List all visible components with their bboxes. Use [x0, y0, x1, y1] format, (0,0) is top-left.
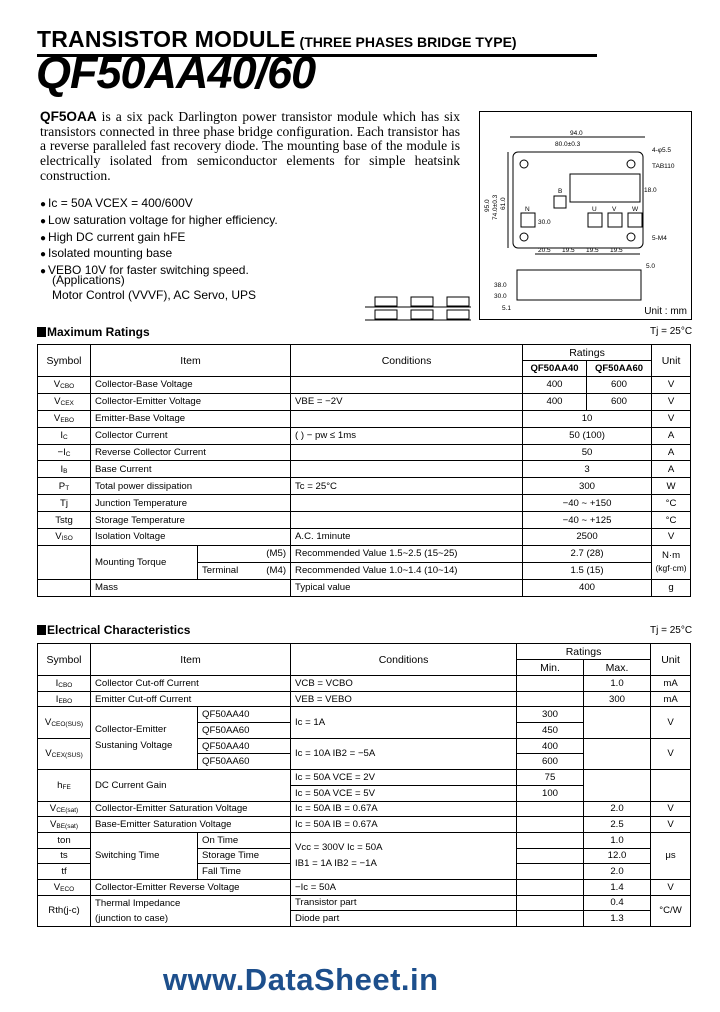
item-cell: Collector-Emitter Voltage: [91, 393, 291, 410]
rating-value: −40 ~ +150: [523, 495, 652, 512]
symbol-cell: [38, 691, 91, 707]
symbol-cell: [38, 707, 91, 738]
symbol-sub: EBO: [58, 697, 73, 705]
unit-cell: W: [652, 478, 691, 495]
terminal-v: [608, 213, 622, 227]
conditions-cell: Ic = 50A IB = 0.67A: [291, 801, 517, 817]
symbol: V: [49, 803, 57, 815]
conditions-cell: [291, 512, 523, 529]
rating-value: 50: [523, 444, 652, 461]
symbol-cell: ts: [38, 848, 91, 864]
table-row: [38, 410, 691, 427]
max-cell: 1.3: [584, 911, 651, 927]
unit-main: N·m: [661, 549, 681, 561]
dim-tab-h: 18.0: [644, 187, 657, 194]
symbol-cell: [38, 512, 91, 529]
sub-item-cell: Storage Time: [198, 848, 291, 864]
feature-item: ● Isolated mounting base: [40, 246, 278, 263]
unit-cell: V: [651, 817, 691, 833]
feature-list: [40, 196, 278, 280]
table-row: [38, 817, 691, 833]
dim-x4: 19.5: [610, 247, 623, 254]
item-cell: Emitter-Base Voltage: [91, 410, 291, 427]
unit-cell: A: [652, 444, 691, 461]
symbol: I: [55, 693, 59, 705]
conditions-cell: Ic = 10A IB2 = −5A: [291, 738, 517, 769]
table-header-row: [38, 644, 691, 660]
symbol-cell: tf: [38, 864, 91, 880]
circuit-block: [447, 297, 469, 306]
terminal-label: B: [558, 188, 563, 195]
conditions-cell: [291, 377, 523, 394]
applications-heading: (Applications): [52, 273, 125, 287]
symbol-sub: FE: [62, 783, 71, 791]
unit-cell: [652, 545, 691, 579]
symbol-cell: [38, 410, 91, 427]
circuit-schematic: [365, 294, 473, 322]
col-ratings: Ratings: [517, 644, 651, 660]
unit-cell: mA: [651, 691, 691, 707]
unit-cell: V: [652, 529, 691, 546]
feature-item: ● High DC current gain hFE: [40, 230, 278, 247]
rating-value: 10: [523, 410, 652, 427]
module-body-side: [517, 270, 641, 300]
symbol-cell: [38, 770, 91, 801]
circuit-block: [375, 310, 397, 319]
table-row: [38, 495, 691, 512]
max-cell: [584, 707, 651, 738]
model-cell: QF50AA60: [198, 754, 291, 770]
symbol: −I: [57, 447, 66, 458]
item-cell: Switching Time: [91, 832, 198, 879]
table-header-row: [38, 345, 691, 361]
item-cell: Collector-Emitter Saturation Voltage: [91, 801, 291, 817]
symbol-cell: [38, 478, 91, 495]
conditions-cell: Recommended Value 1.0~1.4 (10~14): [291, 562, 523, 579]
item-cell: [91, 707, 198, 770]
col-qf50aa60: QF50AA60: [587, 361, 652, 377]
symbol-cell: [38, 529, 91, 546]
table-row: [38, 707, 691, 723]
max-cell: [584, 770, 651, 801]
max-cell: [584, 738, 651, 769]
mount-hole: [627, 233, 635, 241]
unit-cell: V: [652, 377, 691, 394]
symbol: h: [57, 779, 63, 791]
item-cell: Collector Current: [91, 427, 291, 444]
unit-cell: mA: [651, 676, 691, 692]
unit-cell: °C: [652, 512, 691, 529]
symbol: Tstg: [55, 514, 73, 526]
electrical-heading: Electrical Characteristics: [37, 623, 190, 637]
symbol: I: [60, 430, 63, 442]
sub-item-cell: On Time: [198, 832, 291, 848]
symbol-cell: [38, 738, 91, 769]
item-cell: Collector-Emitter Reverse Voltage: [91, 879, 291, 895]
terminal-u: [588, 213, 602, 227]
sub-item-cell: [198, 562, 291, 579]
conditions-cell: VCB = VCBO: [291, 676, 517, 692]
model-cell: QF50AA60: [198, 723, 291, 739]
conditions-cell: [291, 410, 523, 427]
model-cell: QF50AA40: [198, 738, 291, 754]
sub-item-cell: [198, 545, 291, 562]
applications-text: Motor Control (VVVF), AC Servo, UPS: [52, 288, 257, 302]
min-cell: [517, 864, 584, 880]
table-row: [38, 377, 691, 394]
col-conditions: Conditions: [291, 345, 523, 377]
symbol-cell: [38, 879, 91, 895]
conditions-cell: Ic = 50A VCE = 5V: [291, 785, 517, 801]
min-cell: 600: [517, 754, 584, 770]
max-cell: 12.0: [584, 848, 651, 864]
col-qf50aa40: QF50AA40: [523, 361, 587, 377]
col-unit: Unit: [652, 345, 691, 377]
title-text: TRANSISTOR MODULE: [37, 26, 296, 52]
table-row: [38, 427, 691, 444]
symbol-sub: CEO(SUS): [51, 721, 84, 729]
mount-hole: [520, 233, 528, 241]
unit-label: Unit : mm: [644, 306, 687, 317]
dim-holes: 4-φ5.5: [652, 147, 672, 154]
max-cell: 0.4: [584, 895, 651, 911]
rating-value: 50 (100): [523, 427, 652, 444]
item-cell: Mass: [91, 579, 291, 596]
symbol-cell: [38, 495, 91, 512]
outline-drawing-svg: [480, 112, 691, 319]
sub-item-label: Terminal: [202, 565, 239, 577]
dim-n-offset: 30.0: [538, 219, 551, 226]
circuit-block: [447, 310, 469, 319]
item-cell: Isolation Voltage: [91, 529, 291, 546]
min-cell: [517, 691, 584, 707]
table-row: [38, 512, 691, 529]
symbol-cell: ton: [38, 832, 91, 848]
unit-cell: A: [652, 427, 691, 444]
max-cell: 2.5: [584, 817, 651, 833]
symbol: V: [44, 717, 52, 729]
dim-x2: 19.5: [562, 247, 575, 254]
symbol-cell: [38, 579, 91, 596]
dim-width: 94.0: [570, 130, 583, 137]
conditions-cell: [291, 461, 523, 478]
unit-cell: [651, 770, 691, 801]
table-row: [38, 879, 691, 895]
conditions-cell: Diode part: [291, 911, 517, 927]
conditions-cell: A.C. 1minute: [291, 529, 523, 546]
rating-value: −40 ~ +125: [523, 512, 652, 529]
symbol-cell: [38, 461, 91, 478]
min-cell: [517, 879, 584, 895]
symbol: I: [60, 463, 64, 475]
conditions-line: IB1 = 1A IB2 = −1A: [295, 857, 377, 869]
rating-40: 400: [523, 393, 587, 410]
conditions-cell: [291, 495, 523, 512]
item-cell: Storage Temperature: [91, 512, 291, 529]
symbol-sub: BE(sat): [56, 823, 79, 831]
table-row: [38, 478, 691, 495]
item-cell: Thermal Impedance: [91, 895, 291, 911]
tab-area: [570, 174, 640, 202]
electrical-table: [37, 643, 691, 927]
symbol-cell: Rth(j-c): [38, 895, 91, 926]
table-row: [38, 461, 691, 478]
item-line: Collector-Emitter: [95, 724, 167, 736]
symbol-sub: ISO: [61, 535, 73, 543]
max-ratings-table: [37, 344, 691, 597]
min-cell: 100: [517, 785, 584, 801]
unit-cell: g: [652, 579, 691, 596]
sub-item-code: (M5): [266, 548, 287, 560]
module-body-top: [513, 152, 643, 248]
col-max: Max.: [584, 660, 651, 676]
table-row: [38, 444, 691, 461]
min-cell: 450: [517, 723, 584, 739]
feature-item: ● VEBO 10V for faster switching speed.: [40, 263, 278, 280]
col-symbol: Symbol: [38, 345, 91, 377]
unit-cell: V: [652, 393, 691, 410]
symbol-sub: CBO: [58, 681, 73, 689]
symbol-sub: CE(sat): [56, 807, 79, 815]
conditions-cell: [291, 832, 517, 879]
applications: [52, 273, 256, 303]
unit-alt: (kgf·cm): [655, 562, 687, 573]
col-conditions: Conditions: [291, 644, 517, 676]
col-item: Item: [91, 644, 291, 676]
symbol-sub: EBO: [60, 417, 75, 425]
terminal-label: W: [632, 206, 639, 213]
table-row: [38, 579, 691, 596]
max-cell: 300: [584, 691, 651, 707]
symbol: V: [53, 413, 61, 425]
terminal-n: [521, 213, 535, 227]
min-cell: [517, 801, 584, 817]
symbol-sub: C: [65, 451, 71, 458]
col-ratings: Ratings: [523, 345, 652, 361]
max-ratings-heading: Maximum Ratings: [37, 325, 150, 339]
table-row: [38, 691, 691, 707]
min-cell: [517, 832, 584, 848]
circuit-block: [411, 310, 433, 319]
symbol-cell: [38, 444, 91, 461]
unit-cell: V: [651, 801, 691, 817]
col-symbol: Symbol: [38, 644, 91, 676]
item-cell: Junction Temperature: [91, 495, 291, 512]
terminal-b: [554, 196, 566, 208]
model-cell: QF50AA40: [198, 707, 291, 723]
col-unit: Unit: [651, 644, 691, 676]
dim-tab: TAB110: [652, 163, 675, 170]
item-cell: Emitter Cut-off Current: [91, 691, 291, 707]
min-cell: [517, 848, 584, 864]
unit-cell: V: [651, 738, 691, 769]
min-cell: 300: [517, 707, 584, 723]
symbol: I: [55, 677, 59, 689]
watermark: www.DataSheet.in: [163, 962, 439, 997]
rating-value: 2.7 (28): [523, 545, 652, 562]
symbol-sub: CEX(SUS): [51, 752, 83, 760]
symbol: V: [53, 881, 61, 893]
description: [40, 110, 460, 184]
terminal-label: U: [592, 206, 597, 213]
electrical-condition: Tj = 25°C: [650, 625, 693, 636]
table-row: [38, 911, 691, 927]
table-row: [38, 801, 691, 817]
max-cell: 1.0: [584, 676, 651, 692]
rating-value: 2500: [523, 529, 652, 546]
min-cell: [517, 676, 584, 692]
conditions-cell: VEB = VEBO: [291, 691, 517, 707]
max-cell: 1.4: [584, 879, 651, 895]
symbol-cell: [38, 676, 91, 692]
symbol-cell: [38, 545, 91, 579]
item-line: Sustaning Voltage: [95, 740, 173, 752]
min-cell: 400: [517, 738, 584, 754]
symbol-cell: [38, 393, 91, 410]
conditions-cell: Transistor part: [291, 895, 517, 911]
rating-value: 1.5 (15): [523, 562, 652, 579]
conditions-cell: ( ) − pw ≤ 1ms: [291, 427, 523, 444]
dim-x3: 19.5: [586, 247, 599, 254]
symbol: V: [55, 531, 62, 543]
rating-value: 3: [523, 461, 652, 478]
dim-screws: 5-M4: [652, 235, 667, 242]
symbol: P: [58, 480, 66, 492]
symbol: V: [45, 748, 52, 760]
rating-value: 300: [523, 478, 652, 495]
min-cell: [517, 911, 584, 927]
part-number: QF50AA40/60: [36, 47, 316, 98]
symbol-sub: C: [62, 434, 68, 442]
min-cell: [517, 895, 584, 911]
item-cell: Collector-Base Voltage: [91, 377, 291, 394]
symbol-cell: [38, 427, 91, 444]
item-cell: DC Current Gain: [91, 770, 291, 801]
symbol-sub: B: [63, 467, 68, 475]
symbol-cell: [38, 801, 91, 817]
table-row: [38, 770, 691, 786]
symbol-sub: CEX: [60, 400, 74, 408]
feature-item: ● Low saturation voltage for higher efficiency.: [40, 213, 278, 230]
mount-hole: [520, 160, 528, 168]
table-row: [38, 676, 691, 692]
conditions-line: Vcc = 300V Ic = 50A: [295, 841, 383, 853]
mount-hole: [627, 160, 635, 168]
description-lead: QF5OAA: [40, 109, 97, 124]
conditions-cell: Ic = 50A VCE = 2V: [291, 770, 517, 786]
symbol: V: [54, 396, 61, 408]
min-cell: [517, 817, 584, 833]
table-row: [38, 832, 691, 848]
circuit-block: [375, 297, 397, 306]
symbol: Tj: [60, 497, 68, 509]
dim-height: 95.0: [484, 199, 491, 212]
symbol-sub: CBO: [60, 383, 75, 391]
item-cell: Mounting Torque: [91, 545, 198, 579]
dim-base: 5.1: [502, 305, 512, 312]
circuit-block: [411, 297, 433, 306]
conditions-cell: Recommended Value 1.5~2.5 (15~25): [291, 545, 523, 562]
rating-value: 400: [523, 579, 652, 596]
max-cell: 1.0: [584, 832, 651, 848]
table-row: [38, 895, 691, 911]
unit-cell: μs: [651, 832, 691, 879]
feature-item: ● Ic = 50A VCEX = 400/600V: [40, 196, 278, 213]
table-row: [38, 393, 691, 410]
unit-cell: V: [652, 410, 691, 427]
col-item: Item: [91, 345, 291, 377]
rating-60: 600: [587, 377, 652, 394]
item-cell: Collector Cut-off Current: [91, 676, 291, 692]
item-cell: (junction to case): [91, 911, 291, 927]
dim-x1: 20.5: [538, 247, 551, 254]
symbol-cell: [38, 377, 91, 394]
table-row: [38, 529, 691, 546]
conditions-cell: VBE = −2V: [291, 393, 523, 410]
max-cell: 2.0: [584, 801, 651, 817]
conditions-cell: Tc = 25°C: [291, 478, 523, 495]
unit-cell: V: [651, 707, 691, 738]
title-subtitle: (THREE PHASES BRIDGE TYPE): [299, 34, 517, 50]
terminal-label: N: [525, 206, 530, 213]
rating-40: 400: [523, 377, 587, 394]
dim-side-h2: 30.0: [494, 293, 507, 300]
symbol-sub: ECO: [60, 885, 75, 893]
item-cell: Reverse Collector Current: [91, 444, 291, 461]
symbol: V: [49, 819, 57, 831]
max-ratings-condition: Tj = 25°C: [650, 326, 693, 337]
conditions-cell: Ic = 50A IB = 0.67A: [291, 817, 517, 833]
col-min: Min.: [517, 660, 584, 676]
conditions-cell: [291, 444, 523, 461]
dim-height-pitch: 74.0±0.3: [492, 194, 499, 220]
min-cell: 75: [517, 770, 584, 786]
dim-pitch: 80.0±0.3: [555, 141, 581, 148]
rating-60: 600: [587, 393, 652, 410]
unit-cell: °C: [652, 495, 691, 512]
dim-side-h: 38.0: [494, 282, 507, 289]
description-text: is a six pack Darlington power transistor module which has six transistors connected in three phase bridge configuration. Each transistor has a reverse paralleled fast recovery diode. The mounting base of the module is electrically isolated from semiconductor elements for simple heatsink construction.: [40, 109, 460, 183]
item-cell: Total power dissipation: [91, 478, 291, 495]
sub-item-cell: Fall Time: [198, 864, 291, 880]
item-cell: Base Current: [91, 461, 291, 478]
dim-inner: 61.0: [500, 197, 507, 210]
terminal-w: [628, 213, 642, 227]
terminal-label: V: [612, 206, 617, 213]
item-cell: Base-Emitter Saturation Voltage: [91, 817, 291, 833]
unit-cell: °C/W: [651, 895, 691, 926]
outline-drawing: [479, 111, 692, 320]
max-cell: 2.0: [584, 864, 651, 880]
dim-terminal-height: 5.0: [646, 263, 656, 270]
symbol-cell: [38, 817, 91, 833]
symbol-sub: T: [65, 484, 70, 492]
conditions-cell: Ic = 1A: [291, 707, 517, 738]
table-row: [38, 545, 691, 562]
symbol: V: [53, 379, 61, 391]
conditions-cell: Typical value: [291, 579, 523, 596]
unit-cell: V: [651, 879, 691, 895]
unit-cell: A: [652, 461, 691, 478]
sub-item-code: (M4): [266, 565, 287, 577]
conditions-cell: −Ic = 50A: [291, 879, 517, 895]
